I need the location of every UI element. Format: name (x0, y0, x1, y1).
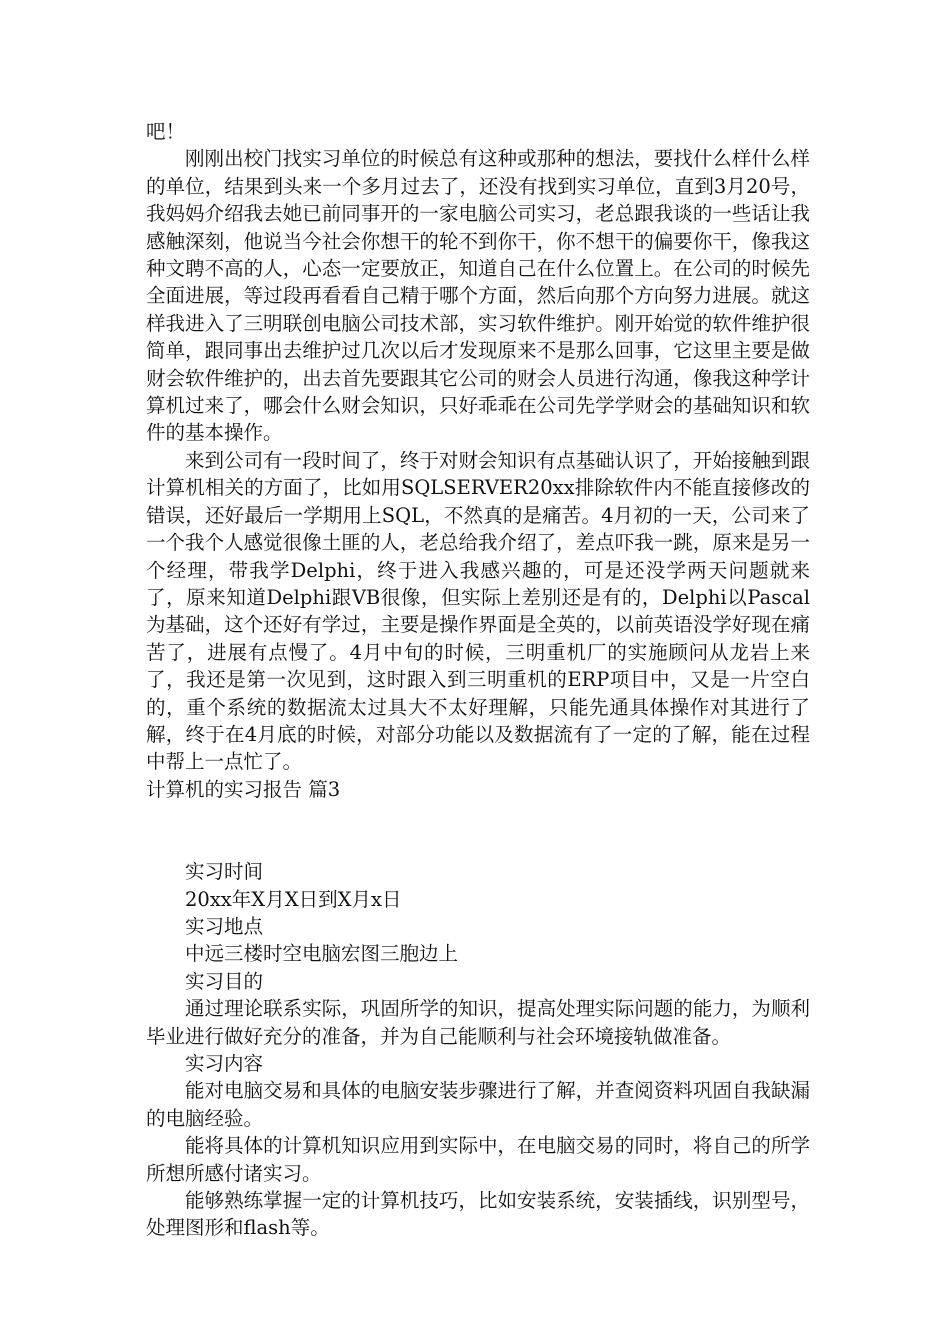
content-item: 能将具体的计算机知识应用到实际中，在电脑交易的同时，将自己的所学所想所感付诸实习。 (146, 1134, 810, 1185)
body-paragraph: 刚刚出校门找实习单位的时候总有这种或那种的想法，要找什么样什么样的单位，结果到头来一个多月过去了，还没有找到实习单位，直到3月20号，我妈妈介绍我去她已前同事开的一家电脑公司实习，老总跟我谈的一些话让我感触深刻，他说当今社会你想干的轮不到你干，你不想干的偏要你干，像我这种文聘不高的人，心态一定要放正，知道自己在什么位置上。在公司的时候先全面进展，等过段再看看自己精于哪个方面，然后向那个方向努力进展。就这样我进入了三明联创电脑公司技术部，实习软件维护。刚开始觉的软件维护很简单，跟同事出去维护过几次以后才发现原来不是那么回事，它这里主要是做财会软件维护的，出去首先要跟其它公司的财会人员进行沟通，像我这种学计算机过来了，哪会什么财会知识，只好乖乖在公司先学学财会的基础知识和软件的基本操作。 (146, 147, 810, 445)
field-value-time: 20xx年X月X日到X月x日 (185, 887, 402, 911)
field-label-purpose: 实习目的 (185, 969, 264, 993)
opening-line: 吧！ (146, 120, 186, 143)
document-page (146, 118, 810, 1242)
section-title: 计算机的实习报告 篇3 (146, 777, 341, 801)
body-paragraph: 来到公司有一段时间了，终于对财会知识有点基础认识了，开始接触到跟计算机相关的方面了，比如用SQLSERVER20xx排除软件内不能直接修改的错误，还好最后一学期用上SQL，不然真的是痛苦。4月初的一天，公司来了一个我个人感觉很像土匪的人，老总给我介绍了，差点吓我一跳，原来是另一个经理，带我学Delphi，终于进入我感兴趣的，可是还没学两天问题就来了，原来知道Delphi跟VB很像，但实际上差别还是有的，Delphi以Pascal为基础，这个还好有学过，主要是操作界面是全英的，以前英语没学好现在痛苦了，进展有点慢了。4月中旬的时候，三明重机厂的实施顾问从龙岩上来了，我还是第一次见到，这时跟入到三明重机的ERP项目中，又是一片空白的，重个系统的数据流太过具大不太好理解，只能先通具体操作对其进行了解，终于在4月底的时候，对部分功能以及数据流有了一定的了解，能在过程中帮上一点忙了。 (146, 448, 810, 774)
field-label-content: 实习内容 (185, 1052, 264, 1075)
field-label-place: 实习地点 (185, 914, 264, 938)
content-item: 能对电脑交易和具体的电脑安装步骤进行了解，并查阅资料巩固自我缺漏的电脑经验。 (146, 1079, 810, 1130)
section-spacer (146, 803, 810, 858)
field-label-time: 实习时间 (185, 860, 264, 884)
field-value-place: 中远三楼时空电脑宏图三胞边上 (185, 942, 459, 966)
content-item: 能够熟练掌握一定的计算机技巧，比如安装系统，安装插线，识别型号，处理图形和flash等。 (146, 1189, 810, 1240)
purpose-paragraph: 通过理论联系实际，巩固所学的知识，提高处理实际问题的能力，为顺利毕业进行做好充分的准备，并为自己能顺利与社会环境接轨做准备。 (146, 997, 810, 1048)
